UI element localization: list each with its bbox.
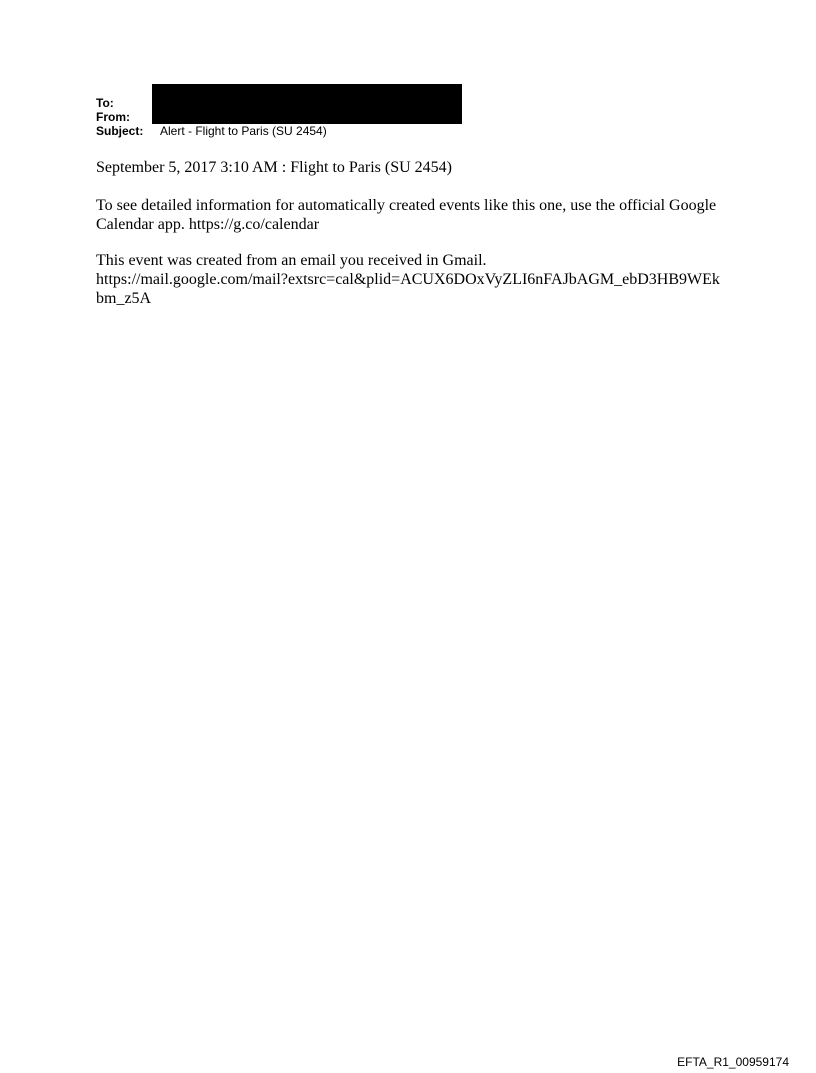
gmail-line-1: This event was created from an email you received in Gmail. (96, 252, 487, 269)
redaction-box (152, 84, 462, 124)
info-line-1: To see detailed information for automatically created events like this one, use the official Google (96, 197, 717, 214)
event-line: September 5, 2017 3:10 AM : Flight to Paris (SU 2454) (96, 159, 452, 176)
gmail-paragraph (96, 251, 736, 308)
gmail-line-3: bm_z5A (96, 290, 152, 307)
subject-row (96, 124, 327, 138)
subject-value: Alert - Flight to Paris (SU 2454) (160, 124, 327, 138)
document-id: EFTA_R1_00959174 (677, 1055, 789, 1069)
gmail-line-2: https://mail.google.com/mail?extsrc=cal&plid=ACUX6DOxVyZLI6nFAJbAGM_ebD3HB9WEk (96, 271, 720, 288)
event-paragraph (96, 158, 736, 177)
info-line-2: Calendar app. https://g.co/calendar (96, 216, 320, 233)
to-label: To: (96, 96, 114, 110)
from-label: From: (96, 110, 130, 124)
info-paragraph (96, 196, 736, 234)
subject-label: Subject: (96, 124, 144, 138)
